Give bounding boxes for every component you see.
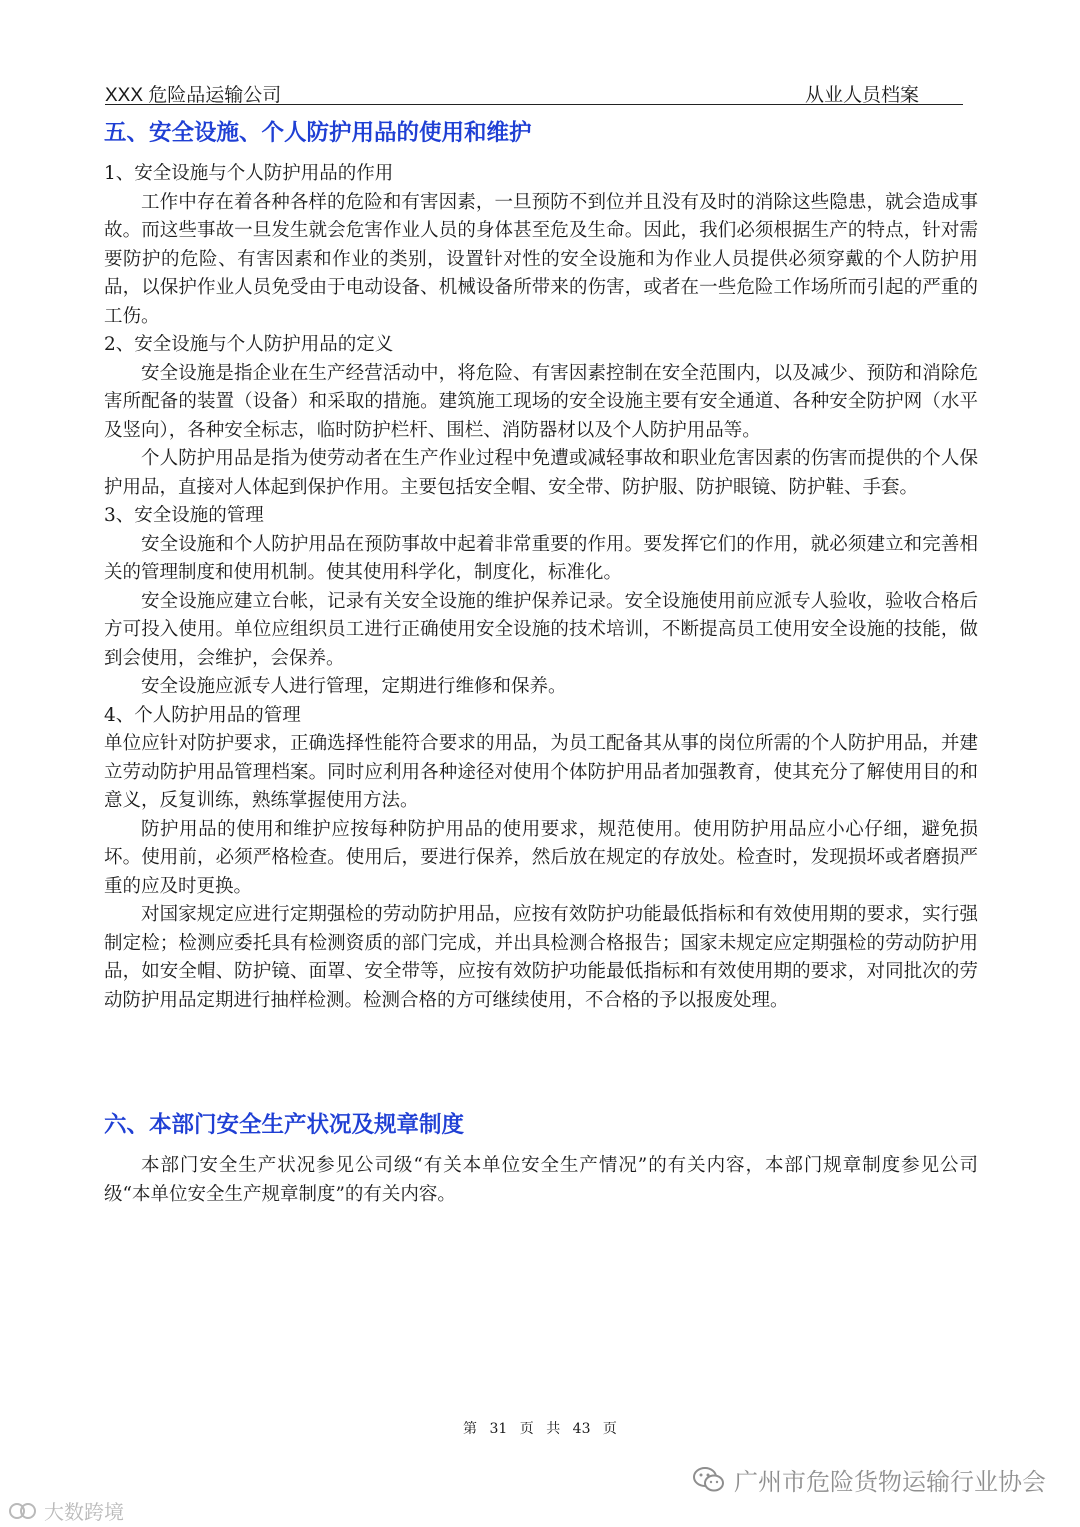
paragraph: 安全设施应派专人进行管理，定期进行维修和保养。 <box>141 676 567 697</box>
section-5-title: 五、安全设施、个人防护用品的使用和维护 <box>104 120 532 146</box>
watermark-association <box>692 1462 1046 1497</box>
page-content <box>104 118 978 1209</box>
wechat-icon <box>692 1466 726 1494</box>
subsection-2-title: 2、安全设施与个人防护用品的定义 <box>104 334 394 355</box>
subsection-1-title: 1、安全设施与个人防护用品的作用 <box>104 163 394 184</box>
paragraph: 单位应针对防护要求，正确选择性能符合要求的用品，为员工配备其从事的岗位所需的个人防护用品，并建立劳动防护用品管理档案。同时应利用各种途径对使用个体防护用品者加强教育，使其充分了解使用目的和意义，反复训练，熟练掌握使用方法。 <box>104 733 978 811</box>
paragraph: 安全设施和个人防护用品在预防事故中起着非常重要的作用。要发挥它们的作用，就必须建立和完善相关的管理制度和使用机制。使其使用科学化，制度化，标准化。 <box>104 533 978 583</box>
paragraph: 工作中存在着各种各样的危险和有害因素，一旦预防不到位并且没有及时的消除这些隐患，就会造成事故。而这些事故一旦发生就会危害作业人员的身体甚至危及生命。因此，我们必须根据生产的特点，针对需要防护的危险、有害因素和作业的类别，设置针对性的安全设施和为作业人员提供必须穿戴的个人防护用品，以保护作业人员免受由于电动设备、机械设备所带来的伤害，或者在一些危险工作场所而引起的严重的工伤。 <box>104 191 978 327</box>
header-doc-title: 从业人员档案 <box>804 85 919 106</box>
paragraph: 安全设施应建立台帐，记录有关安全设施的维护保养记录。安全设施使用前应派专人验收，验收合格后方可投入使用。单位应组织员工进行正确使用安全设施的技术培训，不断提高员工使用安全设施的技能，做到会使用，会维护，会保养。 <box>104 590 978 669</box>
paragraph: 个人防护用品是指为使劳动者在生产作业过程中免遭或减轻事故和职业危害因素的伤害而提供的个人保护用品，直接对人体起到保护作用。主要包括安全帽、安全带、防护服、防护眼镜、防护鞋、手套。 <box>104 448 978 498</box>
subsection-3-title: 3、安全设施的管理 <box>104 505 264 526</box>
section-6-title: 六、本部门安全生产状况及规章制度 <box>104 1112 465 1138</box>
subsection-4-title: 4、个人防护用品的管理 <box>104 704 301 726</box>
paragraph: 对国家规定应进行定期强检的劳动防护用品，应按有效防护功能最低指标和有效使用期的要求，实行强制定检；检测应委托具有检测资质的部门完成，并出具检测合格报告；国家未规定应定期强检的劳动防护用品，如安全帽、防护镜、面罩、安全带等，应按有效防护功能最低指标和有效使用期的要求，对同批次的劳动防护用品定期进行抽样检测。检测合格的方可继续使用，不合格的予以报废处理。 <box>104 904 978 1011</box>
header-company: XXX 危险品运输公司 <box>105 85 282 106</box>
brand-logo-icon <box>8 1501 38 1521</box>
page-number: 第 31 页 共 43 页 <box>463 1421 617 1437</box>
paragraph: 防护用品的使用和维护应按每种防护用品的使用要求，规范使用。使用防护用品应小心仔细，避免损坏。使用前，必须严格检查。使用后，要进行保养，然后放在规定的存放处。检查时，发现损坏或者磨损严重的应及时更换。 <box>104 818 978 897</box>
paragraph: 安全设施是指企业在生产经营活动中，将危险、有害因素控制在安全范围内，以及减少、预防和消除危害所配备的装置（设备）和采取的措施。建筑施工现场的安全设施主要有安全通道、各种安全防护网（水平及竖向），各种安全标志，临时防护栏杆、围栏、消防器材以及个人防护用品等。 <box>104 362 978 441</box>
paragraph: 本部门安全生产状况参见公司级“有关本单位安全生产情况”的有关内容，本部门规章制度参见公司级“本单位安全生产规章制度”的有关内容。 <box>104 1155 978 1205</box>
watermark-brand-text: 大数跨境 <box>44 1500 124 1524</box>
watermark-brand <box>8 1496 124 1525</box>
page-header <box>105 80 963 105</box>
watermark-association-text: 广州市危险货物运输行业协会 <box>734 1468 1046 1496</box>
spacer <box>104 1015 978 1110</box>
